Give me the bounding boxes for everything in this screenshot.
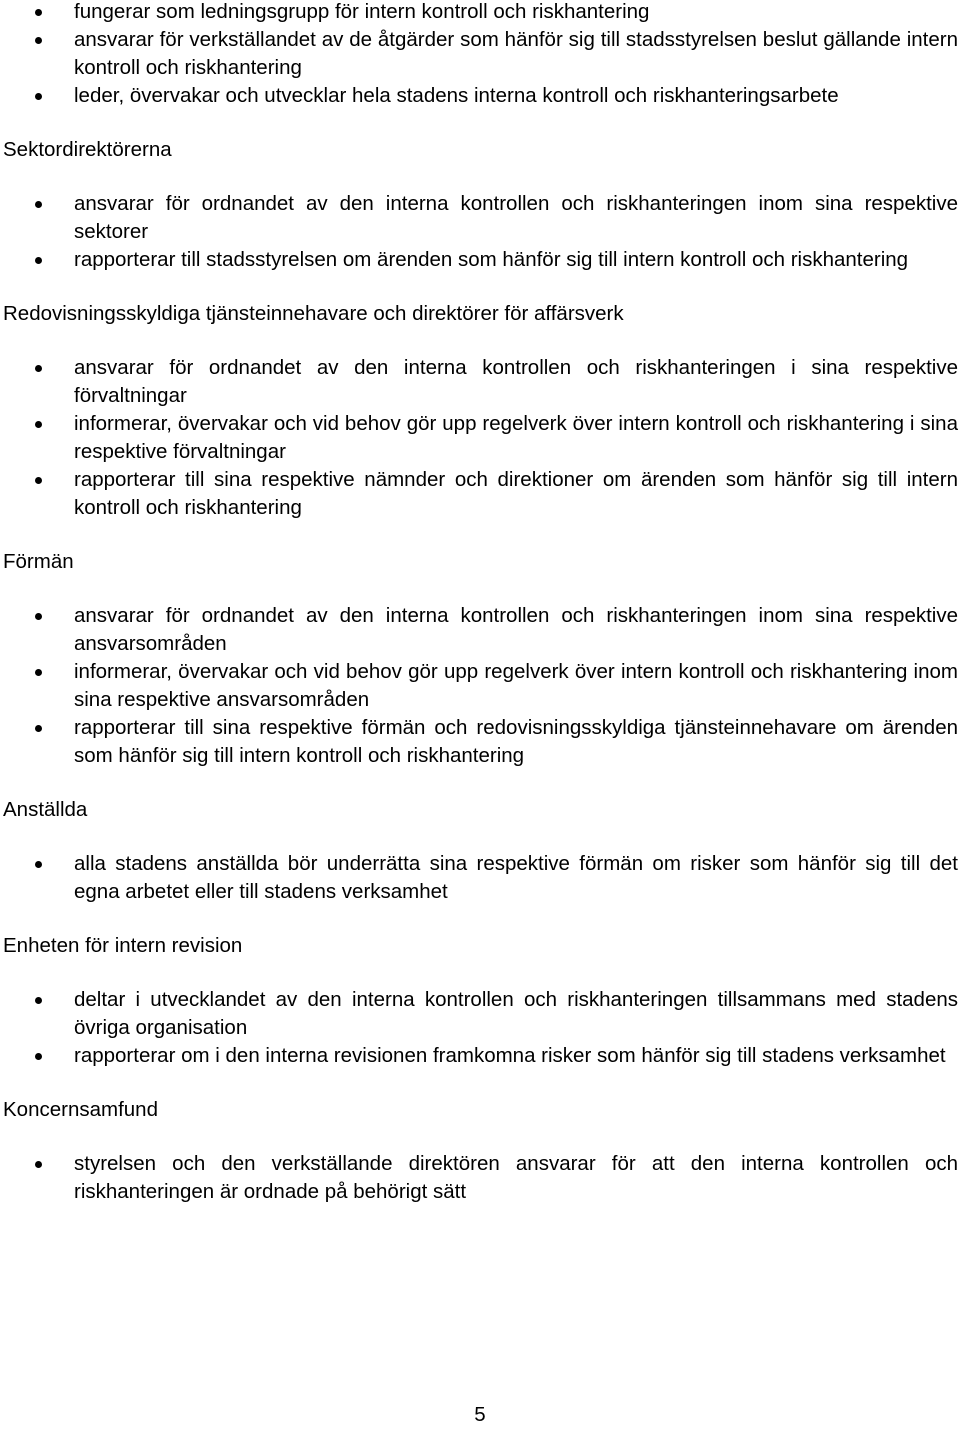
list-item-text: informerar, övervakar och vid behov gör upp regelverk över intern kontroll och riskhantering inom sina respektive ansvarsområden (74, 660, 958, 711)
section-list (0, 602, 960, 770)
section-list (0, 190, 960, 274)
list-item (0, 466, 960, 522)
bullet-icon (35, 37, 42, 44)
list-item-text: styrelsen och den verkställande direktören ansvarar för att den interna kontrollen och riskhanteringen är ordnade på behörigt sätt (74, 1152, 958, 1203)
section-list (0, 850, 960, 906)
list-item-text: deltar i utvecklandet av den interna kontrollen och riskhanteringen tillsammans med stadens övriga organisation (74, 988, 958, 1039)
list-item-text: rapporterar om i den interna revisionen framkomna risker som hänför sig till stadens verksamhet (74, 1044, 946, 1067)
section-heading: Redovisningsskyldiga tjänsteinnehavare och direktörer för affärsverk (3, 302, 624, 325)
list-item (0, 82, 960, 110)
list-item-text: ansvarar för ordnandet av den interna kontrollen och riskhanteringen inom sina respektive ansvarsområden (74, 604, 958, 655)
bullet-icon (35, 201, 42, 208)
bullet-icon (35, 93, 42, 100)
section-heading: Förmän (3, 550, 74, 573)
bullet-icon (35, 613, 42, 620)
list-item (0, 190, 960, 246)
list-item (0, 658, 960, 714)
list-item (0, 1150, 960, 1206)
section-heading: Enheten för intern revision (3, 934, 243, 957)
section-heading: Anställda (3, 798, 88, 821)
bullet-icon (35, 1053, 42, 1060)
bullet-icon (35, 861, 42, 868)
list-item (0, 986, 960, 1042)
list-item-text: rapporterar till sina respektive förmän och redovisningsskyldiga tjänsteinnehavare om ärenden som hänför sig till intern kontroll och riskhantering (74, 716, 958, 767)
list-item (0, 246, 960, 274)
list-item (0, 1042, 960, 1070)
list-item-text: ansvarar för ordnandet av den interna kontrollen och riskhanteringen i sina respektive förvaltningar (74, 356, 958, 407)
list-item-text: leder, övervakar och utvecklar hela stadens interna kontroll och riskhanteringsarbete (74, 84, 839, 107)
list-item-text: informerar, övervakar och vid behov gör upp regelverk över intern kontroll och riskhantering i sina respektive förvaltningar (74, 412, 958, 463)
bullet-icon (35, 257, 42, 264)
bullet-icon (35, 725, 42, 732)
list-item (0, 850, 960, 906)
list-item-text: ansvarar för ordnandet av den interna kontrollen och riskhanteringen inom sina respektive sektorer (74, 192, 958, 243)
list-item (0, 410, 960, 466)
list-item-text: alla stadens anställda bör underrätta sina respektive förmän om risker som hänför sig till det egna arbetet eller till stadens verksamhet (74, 852, 958, 903)
section-list (0, 354, 960, 522)
bullet-icon (35, 1161, 42, 1168)
bullet-icon (35, 365, 42, 372)
section-heading: Koncernsamfund (3, 1098, 158, 1121)
list-item (0, 0, 960, 26)
section-heading: Sektordirektörerna (3, 138, 172, 161)
list-item (0, 714, 960, 770)
list-item-text: ansvarar för verkställandet av de åtgärder som hänför sig till stadsstyrelsen beslut gällande intern kontroll och riskhantering (74, 28, 958, 79)
bullet-icon (35, 997, 42, 1004)
list-item-text: fungerar som ledningsgrupp för intern kontroll och riskhantering (74, 0, 650, 23)
bullet-icon (35, 9, 42, 16)
section-list (0, 1150, 960, 1206)
list-item (0, 602, 960, 658)
list-item-text: rapporterar till stadsstyrelsen om ärenden som hänför sig till intern kontroll och riskhantering (74, 248, 909, 271)
section-list (0, 986, 960, 1070)
bullet-icon (35, 421, 42, 428)
page-number: 5 (474, 1403, 486, 1426)
list-item-text: rapporterar till sina respektive nämnder och direktioner om ärenden som hänför sig till intern kontroll och riskhantering (74, 468, 958, 519)
list-item (0, 354, 960, 410)
bullet-icon (35, 477, 42, 484)
intro-list (0, 0, 960, 110)
bullet-icon (35, 669, 42, 676)
list-item (0, 26, 960, 82)
